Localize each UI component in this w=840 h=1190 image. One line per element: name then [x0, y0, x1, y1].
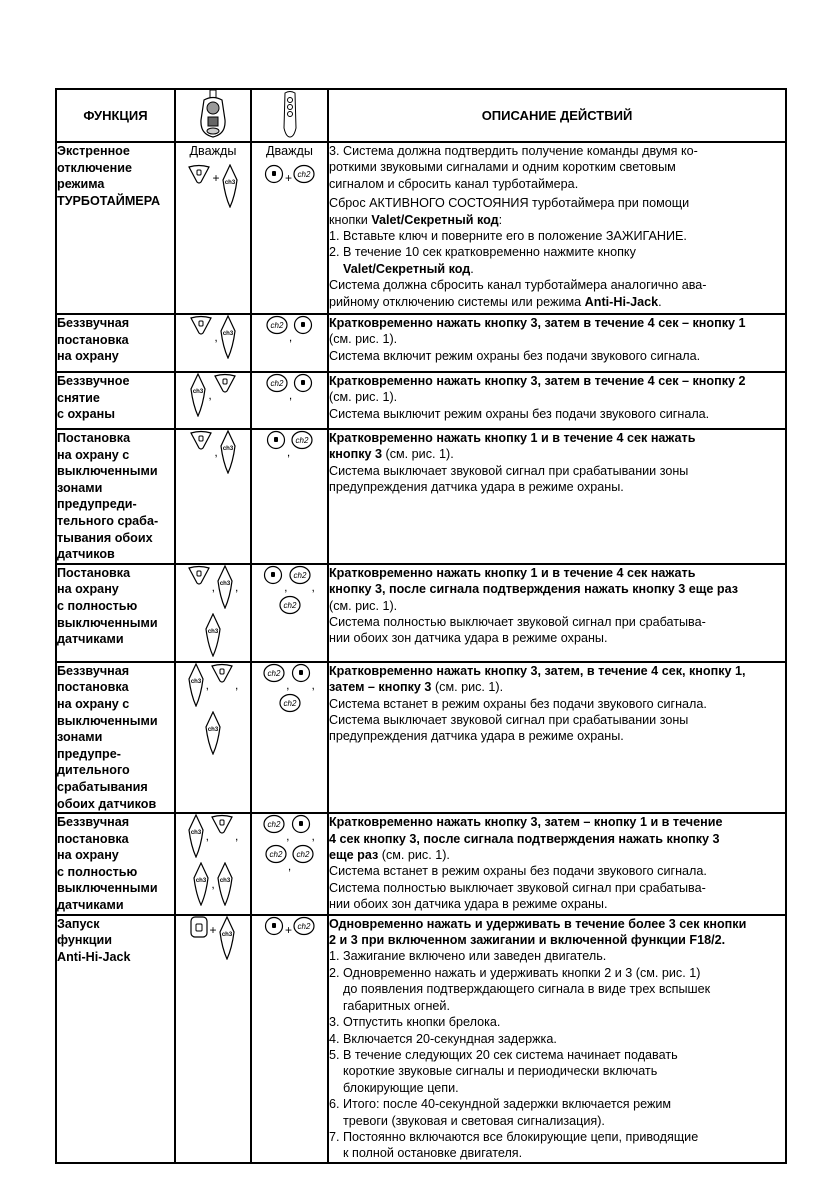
- triangle-lock-button-icon: [210, 663, 234, 687]
- table-row: [56, 915, 786, 1163]
- bold-text: Кратковременно нажать кнопку 3, затем в течение 4 сек – кнопку 2: [329, 374, 746, 388]
- description-line: [329, 261, 785, 277]
- triangle-lock-button-icon: [213, 373, 237, 397]
- triangle-lock-button-icon: [189, 315, 213, 339]
- lock-round-button-icon: [293, 315, 313, 339]
- ch3-button-icon: [216, 565, 234, 613]
- svg-text:ch3: ch3: [219, 878, 230, 885]
- comma-separator: ,: [235, 677, 239, 692]
- function-name-line: ТУРБОТАЙМЕРА: [57, 193, 161, 208]
- action-description: [328, 314, 786, 372]
- plus-sign: +: [212, 171, 220, 185]
- description-line: [329, 446, 785, 462]
- function-name-line: Беззвучное: [57, 374, 130, 388]
- triangle-lock-button-icon: [210, 814, 234, 838]
- function-name-line: Экстренное: [57, 144, 130, 158]
- button-sequence: [175, 813, 251, 915]
- table-row: [56, 564, 786, 662]
- text: .: [658, 294, 662, 309]
- description-line: [329, 1047, 785, 1063]
- comma-separator: ,: [311, 677, 315, 692]
- button-sequence: [175, 314, 251, 372]
- svg-text:ch3: ch3: [221, 931, 232, 938]
- text: Сброс АКТИВНОГО СОСТОЯНИЯ турботаймера при помощи: [329, 196, 690, 211]
- comma-separator: ,: [205, 677, 209, 692]
- press-twice-label: Дважды: [266, 144, 313, 158]
- svg-text:ch3: ch3: [222, 446, 233, 452]
- ch3-button-icon: [204, 613, 222, 661]
- svg-text:ch3: ch3: [190, 830, 201, 837]
- text: 1. Зажигание включено или заведен двигатель.: [329, 949, 607, 964]
- header-lcd-keyfob: [175, 89, 251, 142]
- svg-text:ch2: ch2: [267, 820, 281, 830]
- function-name-line: режима: [57, 177, 105, 192]
- text: 6. Итого: после 40-секундной задержки включается режим: [329, 1097, 672, 1112]
- ch3-button-icon: [219, 430, 237, 478]
- function-name-line: постановка: [57, 680, 129, 695]
- text: нии обоих зон датчика удара в режиме охраны.: [329, 631, 608, 646]
- text: (см. рис. 1).: [378, 847, 450, 862]
- action-description: [328, 915, 786, 1163]
- description-line: [329, 630, 785, 646]
- bold-text: Кратковременно нажать кнопку 3, затем, в течение 4 сек, кнопку 1,: [329, 663, 746, 678]
- description-line: [329, 614, 785, 630]
- text: Система выключает звуковой сигнал при срабатывании зоны: [329, 712, 689, 727]
- ch2-button-icon: [292, 844, 314, 868]
- description-line: [329, 1014, 785, 1030]
- function-name-line: на охрану: [57, 582, 119, 597]
- description-line: [329, 965, 785, 981]
- description-line: [329, 389, 785, 405]
- text: рийному отключению системы или режима: [329, 294, 585, 309]
- button-sequence: [251, 142, 328, 314]
- text: нии обоих зон датчика удара в режиме охраны.: [329, 897, 608, 912]
- lock-round-button-icon: [291, 814, 311, 838]
- function-name-line: выключенными: [57, 713, 158, 728]
- comma-separator: ,: [287, 859, 292, 874]
- text: предупреждения датчика удара в режиме охраны.: [329, 480, 624, 495]
- function-name-line: тельного сраба-: [57, 513, 159, 528]
- function-name-line: постановка: [57, 332, 129, 347]
- description-line: [329, 863, 785, 879]
- lock-round-button-icon: [293, 373, 313, 397]
- description-line: [329, 679, 785, 695]
- svg-text:ch2: ch2: [267, 668, 281, 678]
- text: (см. рис. 1).: [329, 598, 398, 613]
- description-line: [329, 228, 785, 244]
- description-line: [329, 1031, 785, 1047]
- ch3-button-icon: [219, 315, 237, 363]
- text: 5. В течение следующих 20 сек система начинает подавать: [329, 1047, 678, 1062]
- text: :: [498, 212, 503, 227]
- action-description: [328, 662, 786, 813]
- ch2-button-icon: [291, 430, 313, 454]
- triangle-lock-button-icon: [187, 164, 211, 188]
- function-name-line: с полностью: [57, 864, 138, 879]
- svg-text:ch2: ch2: [297, 921, 311, 931]
- svg-text:ch2: ch2: [293, 570, 306, 580]
- ch3-button-icon: [187, 663, 205, 711]
- function-name-line: на охрану с: [57, 696, 130, 711]
- comma-separator: ,: [284, 579, 288, 594]
- text: (см. рис. 1).: [329, 332, 398, 347]
- text: Система выключит режим охраны без подачи звукового сигнала.: [329, 406, 710, 421]
- button-sequence: [175, 429, 251, 564]
- svg-text:ch2: ch2: [269, 850, 283, 860]
- description-line: [329, 406, 785, 422]
- button-sequence: [175, 142, 251, 314]
- description-line: [329, 814, 785, 830]
- function-name-line: с охраны: [57, 407, 115, 422]
- function-name-line: обоих датчиков: [57, 796, 157, 811]
- table-row: [56, 372, 786, 429]
- description-line: [329, 348, 785, 364]
- description-line: [329, 1113, 785, 1129]
- svg-text:ch3: ch3: [224, 180, 235, 186]
- plus-sign: +: [284, 171, 292, 185]
- function-name-line: Постановка: [57, 431, 131, 445]
- comma-separator: ,: [208, 388, 212, 402]
- function-name-line: Anti-Hi-Jack: [57, 949, 131, 964]
- ch2-button-icon: [289, 565, 311, 589]
- ch3-button-icon: [192, 862, 210, 910]
- small-keyfob-icon: [280, 90, 300, 138]
- button-sequence: [175, 372, 251, 429]
- function-name-line: Беззвучная: [57, 663, 130, 678]
- button-sequence: [175, 915, 251, 1163]
- description-line: [329, 728, 785, 744]
- ch3-button-icon: [218, 916, 236, 964]
- table-row: [56, 662, 786, 813]
- text: 3. Система должна подтвердить получение команды двумя ко-: [329, 144, 698, 158]
- text: (см. рис. 1).: [382, 447, 454, 462]
- function-name: [56, 813, 175, 915]
- ch2-button-icon: [263, 814, 285, 838]
- function-name-line: с полностью: [57, 598, 138, 613]
- comma-separator: ,: [311, 579, 315, 594]
- header-description: ОПИСАНИЕ ДЕЙСТВИЙ: [328, 89, 786, 142]
- function-name-line: предупре-: [57, 746, 121, 761]
- text: кнопки: [329, 212, 372, 227]
- description-line: [329, 998, 785, 1014]
- comma-separator: ,: [214, 445, 218, 459]
- function-name-line: выключенными: [57, 881, 158, 896]
- function-name: [56, 662, 175, 813]
- text: габаритных огней.: [343, 998, 450, 1013]
- comma-separator: ,: [205, 829, 209, 844]
- description-line: [329, 847, 785, 863]
- bold-text: Кратковременно нажать кнопку 1 и в течение 4 сек нажать: [329, 565, 696, 580]
- function-name-line: зонами: [57, 730, 103, 745]
- action-description: [328, 142, 786, 314]
- function-name-line: датчиками: [57, 898, 124, 913]
- description-line: [329, 1129, 785, 1145]
- triangle-lock-button-icon: [187, 565, 211, 589]
- description-line: [329, 712, 785, 728]
- svg-text:ch3: ch3: [196, 878, 207, 885]
- svg-text:ch2: ch2: [270, 379, 284, 388]
- function-name-line: на охрану с: [57, 447, 130, 462]
- ch3-button-icon: [189, 373, 207, 421]
- text: Система включит режим охраны без подачи звукового сигнала.: [329, 348, 701, 363]
- text: Система должна сбросить канал турботаймера аналогично ава-: [329, 278, 707, 293]
- svg-text:ch2: ch2: [283, 698, 296, 708]
- action-description: [328, 429, 786, 564]
- svg-text:ch3: ch3: [193, 389, 204, 395]
- button-sequence: [251, 662, 328, 813]
- ch2-button-icon: [279, 595, 301, 619]
- plus-sign: +: [209, 922, 217, 937]
- comma-separator: ,: [211, 579, 215, 594]
- function-name: [56, 915, 175, 1163]
- text: роткими звуковыми сигналами и одним коротким световым: [329, 160, 676, 175]
- function-name: [56, 564, 175, 662]
- description-line: [329, 212, 785, 228]
- comma-separator: ,: [311, 829, 315, 844]
- description-line: [329, 294, 785, 310]
- description-line: [329, 176, 785, 192]
- comma-separator: ,: [288, 330, 293, 344]
- description-line: [329, 696, 785, 712]
- description-line: [329, 1080, 785, 1096]
- bold-text: Valet/Секретный код: [371, 212, 499, 227]
- button-sequence: [175, 662, 251, 813]
- function-name: [56, 314, 175, 372]
- bold-text: 4 сек кнопку 3, после сигнала подтверждения нажать кнопку 3: [329, 831, 720, 846]
- function-name: [56, 429, 175, 564]
- functions-table: [55, 88, 787, 1164]
- text: Система выключает звуковой сигнал при срабатывании зоны: [329, 463, 689, 478]
- function-name-line: датчиками: [57, 632, 124, 647]
- button-sequence: [251, 813, 328, 915]
- description-line: [329, 663, 785, 679]
- description-line: [329, 315, 785, 331]
- plus-sign: +: [284, 922, 292, 937]
- text: Система полностью выключает звуковой сигнал при срабатыва-: [329, 880, 706, 895]
- square-lock-button-icon: [190, 916, 208, 942]
- table-row: [56, 813, 786, 915]
- function-name-line: датчиков: [57, 547, 115, 562]
- ch2-button-icon: [293, 916, 315, 940]
- lock-round-button-icon: [263, 565, 283, 589]
- description-line: [329, 1063, 785, 1079]
- button-sequence: [251, 372, 328, 429]
- text: Система полностью выключает звуковой сигнал при срабатыва-: [329, 614, 706, 629]
- svg-text:ch2: ch2: [295, 436, 309, 445]
- description-line: [329, 581, 785, 597]
- table-row: [56, 429, 786, 564]
- description-line: [329, 244, 785, 260]
- svg-text:ch3: ch3: [190, 678, 201, 685]
- description-line: [329, 463, 785, 479]
- comma-separator: ,: [286, 829, 290, 844]
- svg-text:ch3: ch3: [222, 331, 233, 337]
- ch2-button-icon: [279, 693, 301, 717]
- comma-separator: ,: [286, 445, 291, 459]
- text: 4. Включается 20-секундная задержка.: [329, 1031, 557, 1046]
- bold-text: Кратковременно нажать кнопку 1 и в течение 4 сек нажать: [329, 431, 696, 445]
- function-name-line: дительного: [57, 763, 130, 778]
- text: тревоги (звуковая и световая сигнализация).: [343, 1113, 605, 1128]
- bold-text: Кратковременно нажать кнопку 3, затем – кнопку 1 и в течение: [329, 815, 723, 830]
- function-name: [56, 372, 175, 429]
- function-name-line: на охрану: [57, 848, 119, 863]
- action-description: [328, 372, 786, 429]
- bold-text: Кратковременно нажать кнопку 3, затем в течение 4 сек – кнопку 1: [329, 316, 746, 330]
- function-name-line: тывания обоих: [57, 530, 153, 545]
- function-name-line: Запуск: [57, 916, 100, 931]
- function-name-line: Беззвучная: [57, 316, 130, 330]
- function-name-line: снятие: [57, 390, 100, 405]
- text: 7. Постоянно включаются все блокирующие цепи, приводящие: [329, 1129, 699, 1144]
- function-name-line: на охрану: [57, 349, 119, 364]
- text: (см. рис. 1).: [431, 680, 504, 695]
- text: 2. В течение 10 сек кратковременно нажмите кнопку: [329, 245, 636, 260]
- description-line: [329, 565, 785, 581]
- text: блокирующие цепи.: [343, 1080, 459, 1095]
- description-line: [329, 896, 785, 912]
- bold-text: еще раз: [329, 847, 379, 862]
- button-sequence: [251, 915, 328, 1163]
- ch2-button-icon: [266, 315, 288, 339]
- text: Система встанет в режим охраны без подачи звукового сигнала.: [329, 696, 707, 711]
- bold-text: 2 и 3 при включенном зажигании и включенной функции F18/2.: [329, 933, 726, 948]
- text: (см. рис. 1).: [329, 390, 398, 405]
- function-name-line: зонами: [57, 480, 103, 495]
- ch2-button-icon: [293, 164, 315, 188]
- press-twice-label: Дважды: [189, 144, 237, 158]
- svg-text:ch2: ch2: [297, 170, 311, 179]
- text: 3. Отпустить кнопки брелока.: [329, 1015, 501, 1030]
- description-line: [329, 598, 785, 614]
- button-sequence: [251, 429, 328, 564]
- description-line: [329, 1096, 785, 1112]
- description-line: [329, 331, 785, 347]
- text: Система встанет в режим охраны без подачи звукового сигнала.: [329, 864, 707, 879]
- table-header-row: [56, 89, 786, 142]
- function-name-line: предупреди-: [57, 497, 137, 512]
- function-name-line: выключенными: [57, 464, 158, 479]
- text: к полной остановке двигателя.: [343, 1146, 523, 1161]
- description-line: [329, 932, 785, 948]
- triangle-lock-button-icon: [189, 430, 213, 454]
- comma-separator: ,: [235, 829, 239, 844]
- text: предупреждения датчика удара в режиме охраны.: [329, 729, 624, 744]
- text: короткие звуковые сигналы и периодически включать: [343, 1064, 658, 1079]
- function-name-line: Беззвучная: [57, 815, 130, 830]
- description-line: [329, 143, 785, 159]
- svg-text:ch2: ch2: [296, 850, 310, 860]
- text: 2. Одновременно нажать и удерживать кнопки 2 и 3 (см. рис. 1): [329, 965, 701, 980]
- function-name-line: функции: [57, 933, 112, 948]
- description-line: [329, 916, 785, 932]
- description-line: [329, 373, 785, 389]
- function-name-line: постановка: [57, 831, 129, 846]
- bold-text: Anti-Hi-Jack: [584, 294, 659, 309]
- action-description: [328, 813, 786, 915]
- description-line: [329, 948, 785, 964]
- description-line: [329, 277, 785, 293]
- svg-text:ch2: ch2: [270, 321, 284, 330]
- header-small-keyfob: [251, 89, 328, 142]
- description-line: [329, 430, 785, 446]
- lock-round-button-icon: [264, 164, 284, 188]
- button-sequence: [251, 314, 328, 372]
- ch3-button-icon: [221, 164, 239, 212]
- bold-text: Одновременно нажать и удерживать в течение более 3 сек кнопки: [329, 916, 747, 931]
- description-line: [329, 479, 785, 495]
- table-row: [56, 142, 786, 314]
- button-sequence: [251, 564, 328, 662]
- description-line: [329, 159, 785, 175]
- ch2-button-icon: [265, 844, 287, 868]
- description-line: [329, 195, 785, 211]
- svg-text:ch3: ch3: [207, 726, 219, 733]
- lock-round-button-icon: [291, 663, 311, 687]
- svg-text:ch3: ch3: [219, 580, 231, 587]
- bold-text: Valet/Секретный код: [343, 261, 471, 276]
- comma-separator: ,: [235, 579, 239, 594]
- ch3-button-icon: [187, 814, 205, 862]
- ch3-button-icon: [216, 862, 234, 910]
- function-name: [56, 142, 175, 314]
- lock-round-button-icon: [266, 430, 286, 454]
- svg-text:ch2: ch2: [283, 600, 296, 610]
- text: 1. Вставьте ключ и поверните его в положение ЗАЖИГАНИЕ.: [329, 229, 687, 244]
- table-row: [56, 314, 786, 372]
- lcd-keyfob-icon: [196, 90, 230, 138]
- comma-separator: ,: [214, 330, 218, 344]
- function-name-line: выключенными: [57, 615, 158, 630]
- description-line: [329, 831, 785, 847]
- function-name-line: Постановка: [57, 565, 131, 580]
- ch2-button-icon: [263, 663, 285, 687]
- ch3-button-icon: [204, 711, 222, 759]
- function-name-line: срабатывания: [57, 779, 148, 794]
- header-function: ФУНКЦИЯ: [56, 89, 175, 142]
- ch2-button-icon: [266, 373, 288, 397]
- comma-separator: ,: [211, 877, 215, 892]
- svg-text:ch3: ch3: [207, 628, 219, 635]
- function-name-line: отключение: [57, 160, 132, 175]
- description-line: [329, 880, 785, 896]
- action-description: [328, 564, 786, 662]
- comma-separator: ,: [288, 388, 293, 402]
- text: сигналом и сбросить канал турботаймера.: [329, 176, 579, 191]
- bold-text: затем – кнопку 3: [329, 680, 432, 695]
- description-line: [329, 981, 785, 997]
- lock-round-button-icon: [264, 916, 284, 940]
- button-sequence: [175, 564, 251, 662]
- text: до появления подтверждающего сигнала в виде трех вспышек: [343, 982, 711, 997]
- bold-text: кнопку 3: [329, 447, 383, 462]
- description-line: [329, 1145, 785, 1161]
- comma-separator: ,: [286, 677, 290, 692]
- bold-text: кнопку 3, после сигнала подтверждения нажать кнопку 3 еще раз: [329, 582, 738, 597]
- text: .: [470, 261, 474, 276]
